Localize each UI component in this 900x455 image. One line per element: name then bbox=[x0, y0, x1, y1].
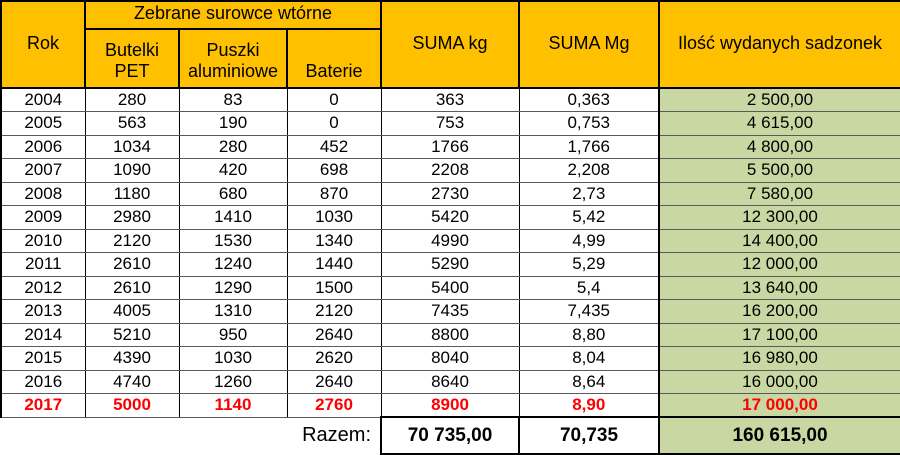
cell-suma-kg: 2730 bbox=[381, 182, 519, 206]
cell-suma-mg: 8,04 bbox=[519, 347, 659, 371]
cell-year: 2011 bbox=[1, 253, 85, 277]
cell-batteries: 1440 bbox=[287, 253, 381, 277]
cell-suma-mg: 2,208 bbox=[519, 159, 659, 183]
cell-suma-kg: 753 bbox=[381, 112, 519, 136]
cell-sadzonki: 4 615,00 bbox=[659, 112, 900, 136]
cell-batteries: 2620 bbox=[287, 347, 381, 371]
cell-year: 2007 bbox=[1, 159, 85, 183]
cell-sadzonki: 16 200,00 bbox=[659, 300, 900, 324]
cell-batteries: 1030 bbox=[287, 206, 381, 230]
cell-sadzonki: 7 580,00 bbox=[659, 182, 900, 206]
table-row-2013 bbox=[1, 300, 900, 324]
cell-suma-mg: 8,64 bbox=[519, 370, 659, 394]
cell-sadzonki: 12 000,00 bbox=[659, 253, 900, 277]
cell-cans: 1260 bbox=[179, 370, 287, 394]
cell-suma-mg: 8,80 bbox=[519, 323, 659, 347]
cell-suma-mg: 5,4 bbox=[519, 276, 659, 300]
cell-suma-kg: 8040 bbox=[381, 347, 519, 371]
cell-year: 2010 bbox=[1, 229, 85, 253]
cell-pet: 563 bbox=[85, 112, 179, 136]
cell-sadzonki: 5 500,00 bbox=[659, 159, 900, 183]
total-sadzonki: 160 615,00 bbox=[659, 417, 900, 454]
cell-suma-kg: 1766 bbox=[381, 135, 519, 159]
cell-cans: 1140 bbox=[179, 394, 287, 418]
table-row-2006 bbox=[1, 135, 900, 159]
cell-cans: 280 bbox=[179, 135, 287, 159]
cell-year: 2014 bbox=[1, 323, 85, 347]
cell-cans: 680 bbox=[179, 182, 287, 206]
table-row-2015 bbox=[1, 347, 900, 371]
cell-batteries: 2120 bbox=[287, 300, 381, 324]
cell-sadzonki: 14 400,00 bbox=[659, 229, 900, 253]
cell-cans: 420 bbox=[179, 159, 287, 183]
cell-batteries: 1340 bbox=[287, 229, 381, 253]
header-baterie: Baterie bbox=[287, 29, 381, 88]
header-suma-mg: SUMA Mg bbox=[519, 1, 659, 88]
cell-sadzonki: 4 800,00 bbox=[659, 135, 900, 159]
razem-label: Razem: bbox=[1, 417, 381, 454]
cell-suma-kg: 5400 bbox=[381, 276, 519, 300]
cell-suma-kg: 8640 bbox=[381, 370, 519, 394]
table-row-2005 bbox=[1, 112, 900, 136]
cell-suma-kg: 2208 bbox=[381, 159, 519, 183]
cell-sadzonki: 17 100,00 bbox=[659, 323, 900, 347]
header-rok: Rok bbox=[1, 1, 85, 88]
header-group-title: Zebrane surowce wtórne bbox=[85, 1, 381, 29]
cell-pet: 280 bbox=[85, 88, 179, 112]
cell-cans: 190 bbox=[179, 112, 287, 136]
cell-suma-mg: 4,99 bbox=[519, 229, 659, 253]
total-suma-kg: 70 735,00 bbox=[381, 417, 519, 454]
table-row-2010 bbox=[1, 229, 900, 253]
cell-suma-mg: 5,29 bbox=[519, 253, 659, 277]
table-row-2009 bbox=[1, 206, 900, 230]
cell-batteries: 698 bbox=[287, 159, 381, 183]
cell-suma-kg: 363 bbox=[381, 88, 519, 112]
cell-year: 2009 bbox=[1, 206, 85, 230]
cell-year: 2006 bbox=[1, 135, 85, 159]
cell-cans: 1410 bbox=[179, 206, 287, 230]
cell-suma-kg: 7435 bbox=[381, 300, 519, 324]
table-row-2017-highlighted bbox=[1, 394, 900, 418]
cell-batteries: 2640 bbox=[287, 370, 381, 394]
cell-year: 2015 bbox=[1, 347, 85, 371]
cell-cans: 1530 bbox=[179, 229, 287, 253]
cell-suma-kg: 4990 bbox=[381, 229, 519, 253]
header-sadzonki: Ilość wydanych sadzonek bbox=[659, 1, 900, 88]
table-row-2008 bbox=[1, 182, 900, 206]
cell-suma-kg: 5290 bbox=[381, 253, 519, 277]
table-row-2004 bbox=[1, 88, 900, 112]
table-row-2014 bbox=[1, 323, 900, 347]
cell-batteries: 870 bbox=[287, 182, 381, 206]
cell-sadzonki: 16 980,00 bbox=[659, 347, 900, 371]
table-row-2016 bbox=[1, 370, 900, 394]
cell-suma-kg: 8900 bbox=[381, 394, 519, 418]
cell-batteries: 0 bbox=[287, 112, 381, 136]
cell-pet: 5000 bbox=[85, 394, 179, 418]
cell-suma-mg: 5,42 bbox=[519, 206, 659, 230]
cell-cans: 83 bbox=[179, 88, 287, 112]
header-puszki-aluminiowe: Puszki aluminiowe bbox=[179, 29, 287, 88]
cell-sadzonki: 16 000,00 bbox=[659, 370, 900, 394]
cell-pet: 4740 bbox=[85, 370, 179, 394]
cell-cans: 1290 bbox=[179, 276, 287, 300]
cell-year: 2004 bbox=[1, 88, 85, 112]
cell-cans: 950 bbox=[179, 323, 287, 347]
cell-cans: 1030 bbox=[179, 347, 287, 371]
cell-sadzonki: 17 000,00 bbox=[659, 394, 900, 418]
totals-row bbox=[1, 417, 900, 454]
cell-sadzonki: 2 500,00 bbox=[659, 88, 900, 112]
cell-year: 2008 bbox=[1, 182, 85, 206]
cell-suma-kg: 8800 bbox=[381, 323, 519, 347]
cell-pet: 1180 bbox=[85, 182, 179, 206]
cell-year: 2005 bbox=[1, 112, 85, 136]
cell-suma-mg: 2,73 bbox=[519, 182, 659, 206]
cell-suma-mg: 8,90 bbox=[519, 394, 659, 418]
cell-suma-kg: 5420 bbox=[381, 206, 519, 230]
cell-sadzonki: 12 300,00 bbox=[659, 206, 900, 230]
cell-pet: 2610 bbox=[85, 276, 179, 300]
cell-batteries: 2640 bbox=[287, 323, 381, 347]
cell-suma-mg: 1,766 bbox=[519, 135, 659, 159]
cell-cans: 1240 bbox=[179, 253, 287, 277]
table-body bbox=[1, 88, 900, 454]
cell-batteries: 1500 bbox=[287, 276, 381, 300]
cell-pet: 4005 bbox=[85, 300, 179, 324]
cell-year: 2016 bbox=[1, 370, 85, 394]
cell-sadzonki: 13 640,00 bbox=[659, 276, 900, 300]
cell-batteries: 452 bbox=[287, 135, 381, 159]
cell-suma-mg: 7,435 bbox=[519, 300, 659, 324]
table-header bbox=[1, 1, 900, 88]
total-suma-mg: 70,735 bbox=[519, 417, 659, 454]
cell-batteries: 2760 bbox=[287, 394, 381, 418]
cell-pet: 2120 bbox=[85, 229, 179, 253]
header-suma-kg: SUMA kg bbox=[381, 1, 519, 88]
table-row-2011 bbox=[1, 253, 900, 277]
cell-batteries: 0 bbox=[287, 88, 381, 112]
cell-pet: 1090 bbox=[85, 159, 179, 183]
cell-pet: 2610 bbox=[85, 253, 179, 277]
cell-suma-mg: 0,363 bbox=[519, 88, 659, 112]
cell-pet: 5210 bbox=[85, 323, 179, 347]
cell-pet: 2980 bbox=[85, 206, 179, 230]
cell-year: 2012 bbox=[1, 276, 85, 300]
header-butelki-pet: Butelki PET bbox=[85, 29, 179, 88]
cell-year: 2013 bbox=[1, 300, 85, 324]
cell-suma-mg: 0,753 bbox=[519, 112, 659, 136]
cell-cans: 1310 bbox=[179, 300, 287, 324]
cell-pet: 4390 bbox=[85, 347, 179, 371]
cell-year: 2017 bbox=[1, 394, 85, 418]
table-row-2012 bbox=[1, 276, 900, 300]
cell-pet: 1034 bbox=[85, 135, 179, 159]
table-row-2007 bbox=[1, 159, 900, 183]
